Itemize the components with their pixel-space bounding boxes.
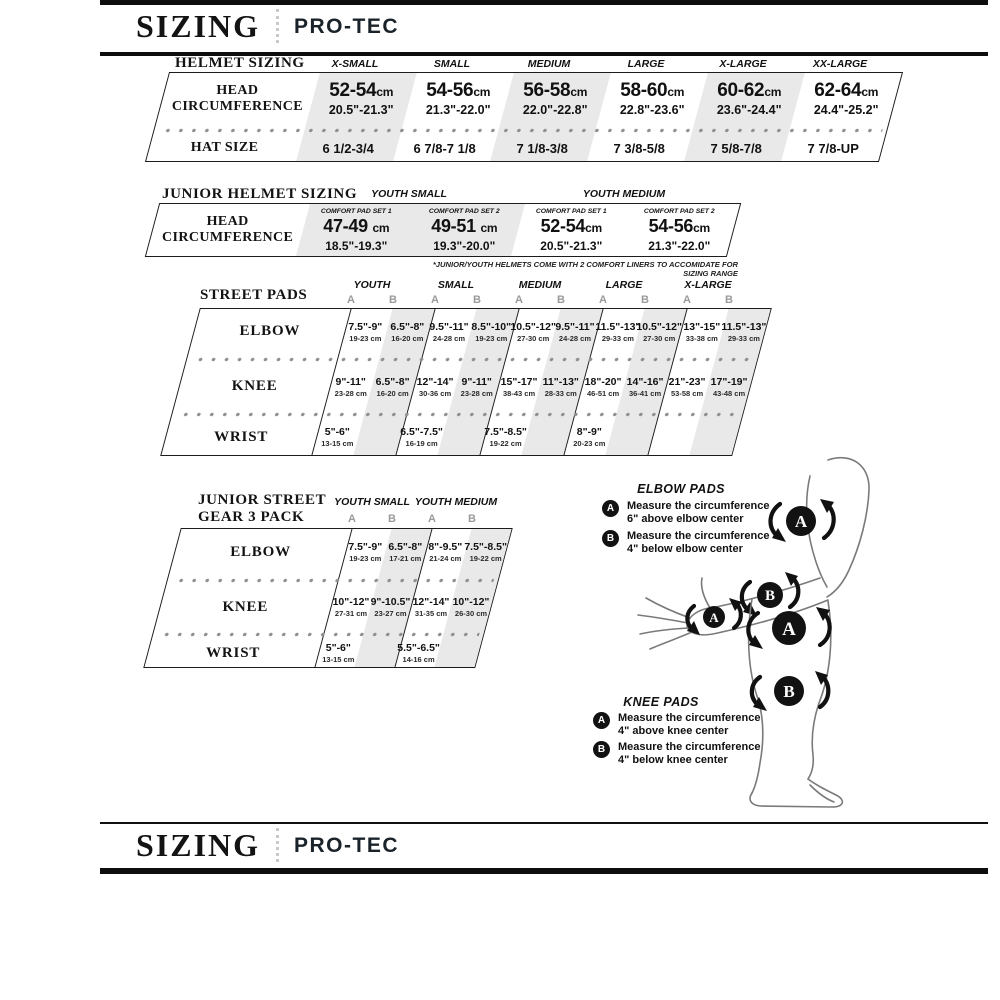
row-label: KNEE	[222, 598, 269, 615]
sub-header-a: A	[515, 294, 523, 306]
junior-street-title: JUNIOR STREET GEAR 3 PACK	[198, 492, 327, 525]
sub-header-a: A	[348, 513, 356, 525]
sub-header-b: B	[725, 294, 733, 306]
elbow-row	[169, 529, 511, 575]
table-cell: 7.5"-8.5" 19-22 cm	[483, 426, 527, 448]
table-cell: 7 7/8-UP	[807, 140, 859, 156]
footer-dotted-divider	[276, 828, 279, 862]
table-cell: 6 7/8-7 1/8	[414, 140, 477, 156]
knee-pads-guide-title: KNEE PADS	[623, 695, 699, 709]
table-cell: 10"-12" 26-30 cm	[452, 596, 489, 618]
sub-header-a: A	[683, 294, 691, 306]
table-cell: 6.5"-8" 16-20 cm	[390, 320, 425, 343]
table-cell: 21"-23" 53-58 cm	[668, 375, 706, 398]
table-cell: 7 1/8-3/8	[516, 140, 568, 156]
page-footer	[100, 822, 988, 874]
row-label: ELBOW	[239, 323, 300, 339]
table-cell: 56-58cm 22.0"-22.8"	[522, 80, 588, 117]
leg-markers	[772, 611, 806, 706]
table-cell: 5"-6" 13-15 cm	[322, 642, 355, 664]
footer-title: SIZING	[136, 827, 261, 863]
col-header-medium: MEDIUM	[527, 58, 571, 70]
helmet-sizing-title: HELMET SIZING	[175, 55, 305, 71]
table-cell: 6.5"-8" 16-20 cm	[375, 375, 410, 398]
wrist-row	[145, 639, 483, 667]
size-header-youth-medium: YOUTH MEDIUM	[414, 496, 498, 508]
footer-protec-logo: PRO-TEC	[294, 834, 399, 857]
table-cell: 11"-13" 28-33 cm	[542, 375, 579, 398]
table-cell: 6.5"-8" 17-21 cm	[388, 541, 423, 563]
table-cell: COMFORT PAD SET 2 49-51 cm 19.3"-20.0"	[428, 207, 500, 253]
table-cell: 6 1/2-3/4	[322, 140, 374, 156]
table-cell: 13"-15" 33-38 cm	[683, 320, 720, 343]
junior-helmet-table	[145, 203, 741, 257]
svg-text:B: B	[783, 682, 795, 701]
table-cell: 17"-19" 43-48 cm	[710, 375, 748, 398]
table-cell: 5"-6" 13-15 cm	[321, 426, 354, 448]
marker-b-bullet: B	[602, 530, 619, 547]
table-cell: 15"-17" 38-43 cm	[500, 375, 538, 398]
sub-header-a: A	[428, 513, 436, 525]
row-label: HEAD CIRCUMFERENCE	[162, 214, 294, 245]
dotted-separator	[170, 576, 494, 585]
table-cell: 14"-16" 36-41 cm	[626, 375, 664, 398]
table-cell: 7.5"-8.5" 19-22 cm	[463, 541, 507, 563]
row-label: ELBOW	[229, 543, 291, 560]
table-cell: 10"-12" 27-31 cm	[332, 596, 369, 618]
table-cell: 5.5"-6.5" 14-16 cm	[396, 642, 440, 664]
svg-text:A: A	[782, 619, 796, 640]
size-header-x-large: X-LARGE	[684, 279, 732, 291]
head-circumference-row	[146, 204, 740, 256]
table-cell: 58-60cm 22.8"-23.6"	[619, 80, 685, 117]
table-cell: 18"-20" 46-51 cm	[584, 375, 622, 398]
header-dotted-divider	[276, 9, 279, 43]
table-cell: COMFORT PAD SET 2 54-56cm 21.3"-22.0"	[643, 207, 715, 253]
table-cell: 11.5"-13" 29-33 cm	[721, 320, 767, 343]
marker-b-bullet: B	[593, 741, 610, 758]
marker-a-bullet: A	[593, 712, 610, 729]
sub-header-a: A	[599, 294, 607, 306]
table-cell: 9"-10.5" 23-27 cm	[370, 596, 411, 618]
guide-text: Measure the circumference 4" above knee center	[618, 712, 761, 737]
table-cell: 7.5"-9" 19-23 cm	[348, 541, 383, 563]
table-cell: 60-62cm 23.6"-24.4"	[716, 80, 782, 117]
row-label: HEAD CIRCUMFERENCE	[172, 83, 304, 114]
table-cell: 9"-11" 23-28 cm	[460, 375, 493, 398]
dotted-separator	[156, 630, 480, 639]
elbow-row	[189, 309, 771, 354]
guide-text: Measure the circumference 4" below elbow center	[627, 530, 770, 555]
table-cell: 10.5"-12" 27-30 cm	[510, 320, 557, 343]
street-pads-title: STREET PADS	[200, 287, 308, 303]
table-cell: 8.5"-10" 19-23 cm	[471, 320, 512, 343]
head-circumference-row	[156, 73, 902, 125]
svg-text:B: B	[764, 588, 776, 604]
table-cell: 9.5"-11" 24-28 cm	[429, 320, 470, 343]
protec-logo: PRO-TEC	[294, 15, 399, 38]
table-cell: 62-64cm 24.4"-25.2"	[813, 80, 879, 117]
dotted-separator	[175, 410, 739, 419]
table-cell: 12"-14" 30-36 cm	[416, 375, 454, 398]
table-cell: 9"-11" 23-28 cm	[334, 375, 367, 398]
guide-text: Measure the circumference 6" above elbow center	[627, 500, 770, 525]
row-label: HAT SIZE	[190, 140, 259, 155]
table-cell: 6.5"-7.5" 16-19 cm	[399, 426, 443, 448]
col-header-xx-large: XX-LARGE	[812, 58, 868, 70]
group-header-youth-medium: YOUTH MEDIUM	[582, 188, 666, 200]
size-header-small: SMALL	[437, 279, 475, 291]
table-cell: 8"-9" 20-23 cm	[573, 426, 606, 448]
knee-row	[174, 364, 756, 409]
table-cell: 9.5"-11" 24-28 cm	[555, 320, 596, 343]
table-cell: 7 3/8-5/8	[613, 140, 665, 156]
helmet-sizing-table	[145, 72, 903, 162]
col-header-x-small: X-SMALL	[331, 58, 379, 70]
sub-header-b: B	[641, 294, 649, 306]
group-header-youth-small: YOUTH SMALL	[371, 188, 447, 200]
dotted-separator	[157, 126, 883, 135]
elbow-pads-guide-title: ELBOW PADS	[637, 482, 725, 496]
sub-header-a: A	[431, 294, 439, 306]
page-header	[100, 0, 988, 56]
table-cell: 52-54cm 20.5"-21.3"	[328, 80, 394, 117]
sub-header-a: A	[347, 294, 355, 306]
col-header-large: LARGE	[627, 58, 665, 70]
table-cell: 10.5"-12" 27-30 cm	[636, 320, 683, 343]
col-header-x-large: X-LARGE	[719, 58, 767, 70]
sub-header-b: B	[388, 513, 396, 525]
sub-header-b: B	[557, 294, 565, 306]
size-header-medium: MEDIUM	[518, 279, 562, 291]
sub-header-b: B	[389, 294, 397, 306]
sub-header-b: B	[473, 294, 481, 306]
junior-helmet-title: JUNIOR HELMET SIZING	[162, 186, 358, 202]
size-header-youth-small: YOUTH SMALL	[334, 496, 410, 508]
table-cell: 54-56cm 21.3"-22.0"	[425, 80, 491, 117]
table-cell: COMFORT PAD SET 1 47-49 cm 18.5"-19.3"	[321, 207, 392, 253]
table-cell: 7.5"-9" 19-23 cm	[348, 320, 383, 343]
junior-street-table	[143, 528, 513, 668]
row-label: WRIST	[214, 428, 269, 445]
size-header-large: LARGE	[605, 279, 643, 291]
marker-a-bullet: A	[602, 500, 619, 517]
leg-illustration	[692, 593, 888, 818]
row-label: WRIST	[206, 644, 261, 661]
guide-text: Measure the circumference 4" below knee center	[618, 741, 761, 766]
table-cell: 8"-9.5" 21-24 cm	[428, 541, 463, 563]
page-title: SIZING	[136, 8, 261, 44]
table-cell: 7 5/8-7/8	[710, 140, 762, 156]
row-label: KNEE	[231, 378, 278, 394]
table-cell: 11.5"-13" 29-33 cm	[595, 320, 641, 343]
sub-header-b: B	[468, 513, 476, 525]
svg-text:A: A	[794, 512, 808, 531]
table-cell: 12"-14" 31-35 cm	[412, 596, 449, 618]
knee-row	[155, 585, 497, 629]
junior-helmet-footnote: *JUNIOR/YOUTH HELMETS COME WITH 2 COMFORT LINERS TO ACCOMIDATE FOR SIZING RANGE	[432, 260, 738, 278]
table-cell: COMFORT PAD SET 1 52-54cm 20.5"-21.3"	[536, 207, 607, 253]
svg-text:A: A	[709, 610, 719, 625]
street-pads-table	[160, 308, 772, 456]
hat-size-row	[146, 135, 885, 161]
dotted-separator	[190, 355, 754, 364]
size-header-youth: YOUTH	[353, 279, 391, 291]
col-header-small: SMALL	[433, 58, 471, 70]
